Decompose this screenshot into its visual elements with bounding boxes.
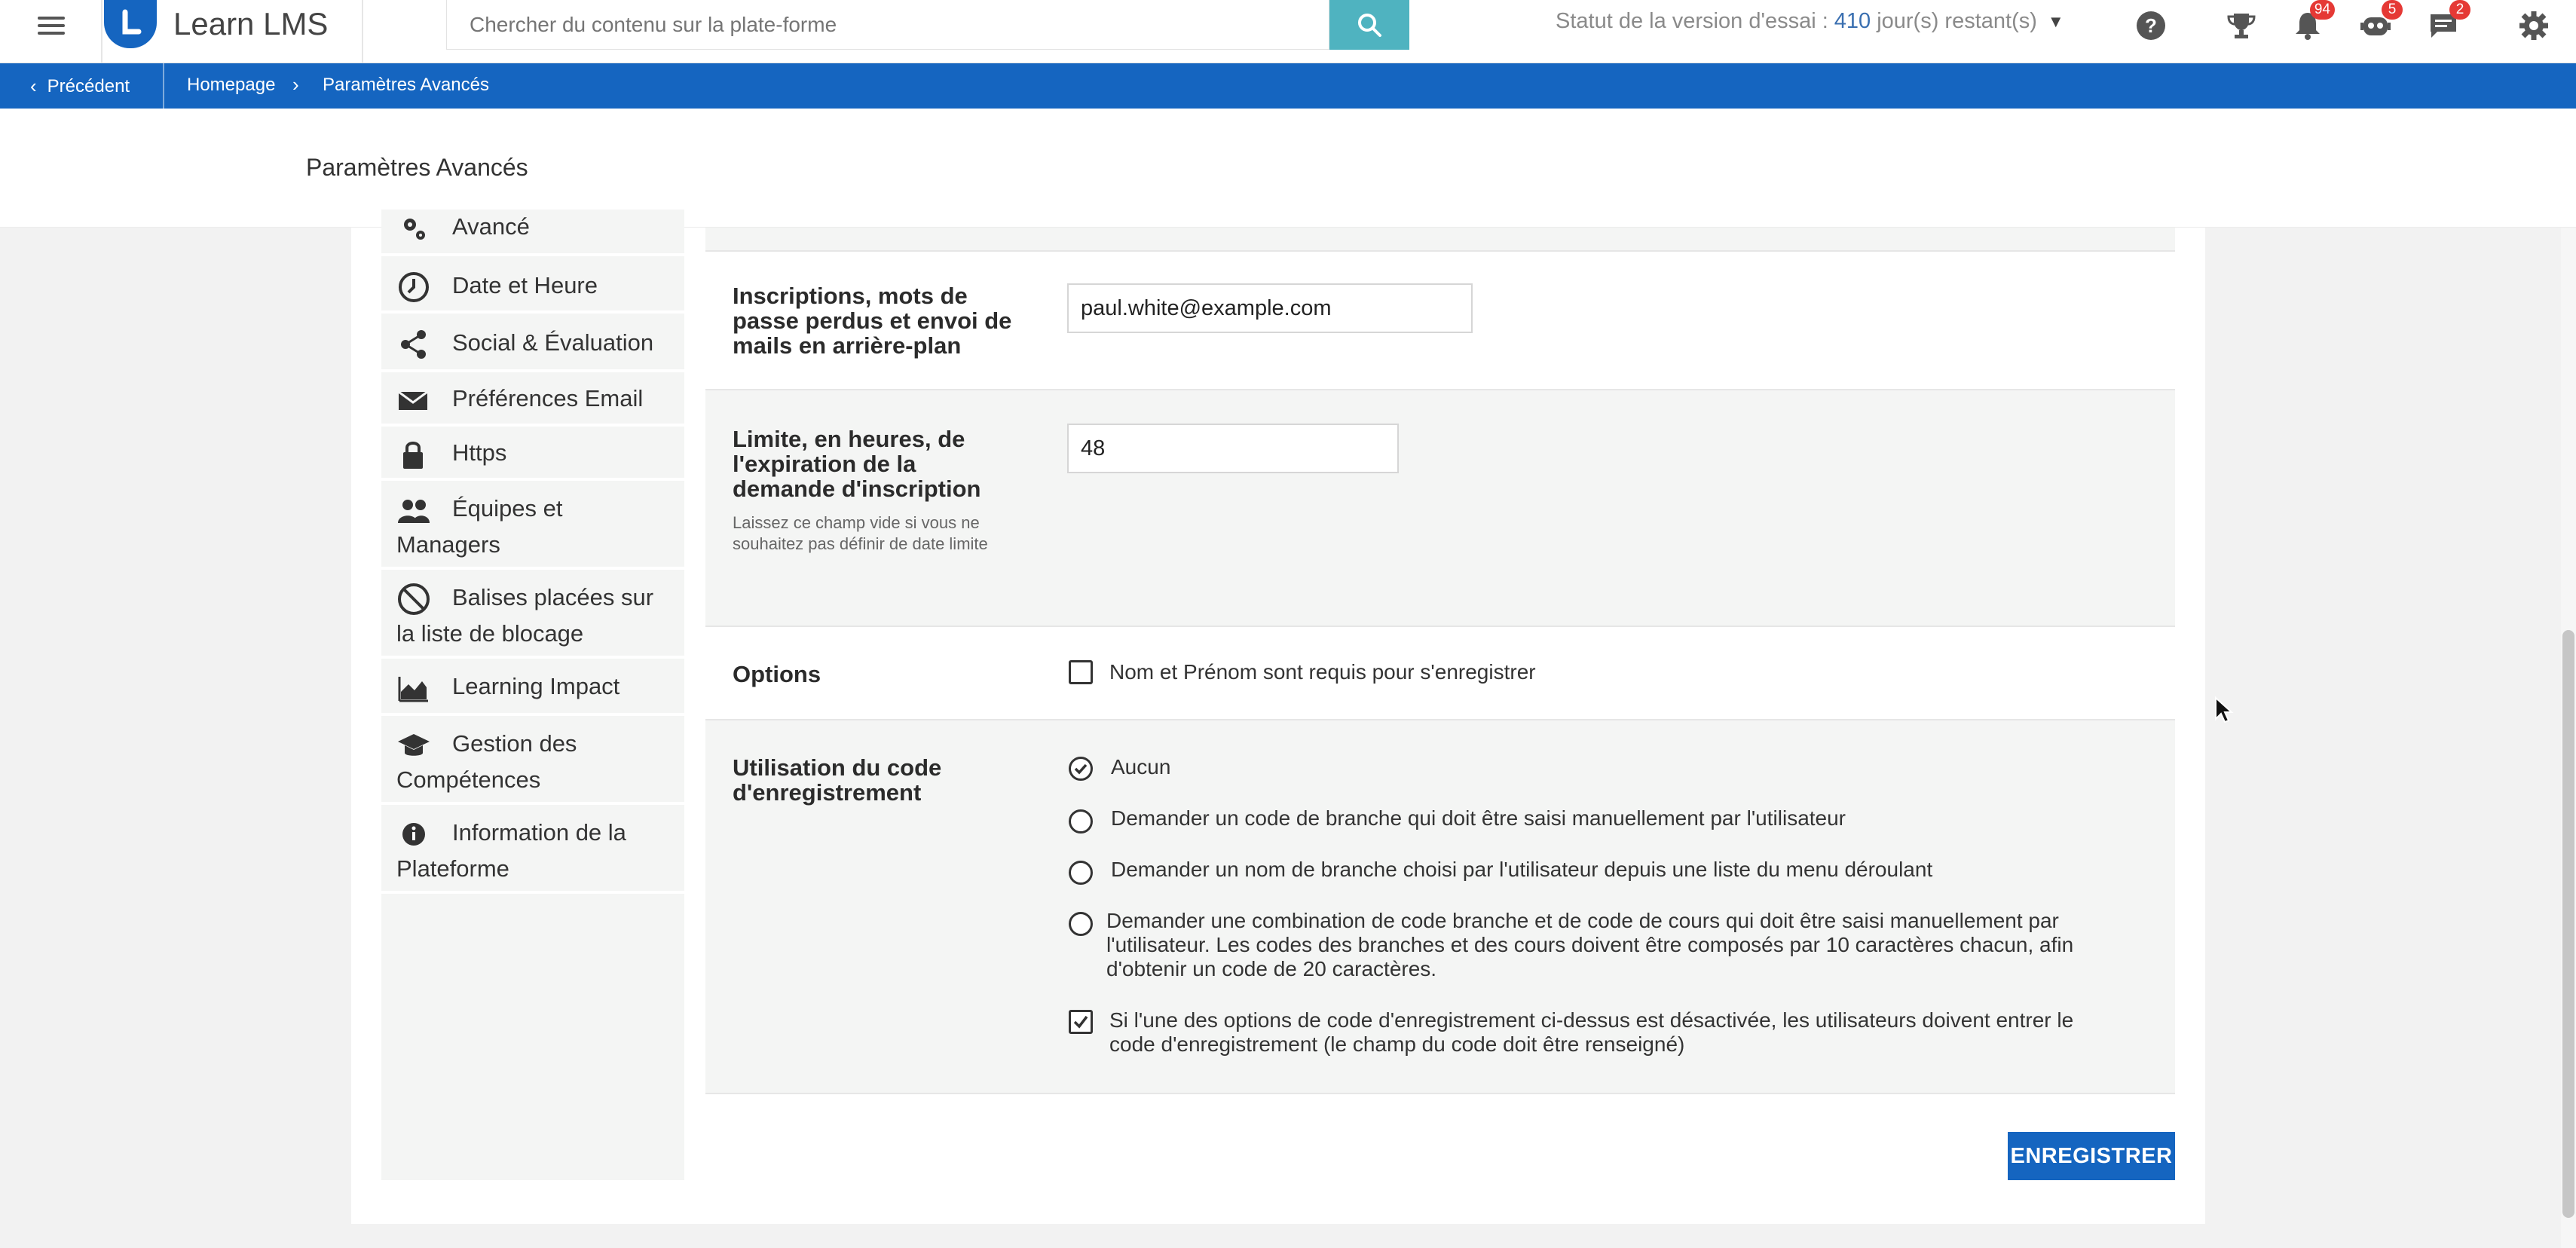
sidebar-item-https[interactable] bbox=[381, 427, 684, 481]
gear-icon[interactable] bbox=[2517, 9, 2550, 42]
expiry-help: Laissez ce champ vide si vous ne souhaitez pas définir de date limite bbox=[733, 513, 988, 553]
caret-down-icon: ▼ bbox=[2047, 11, 2064, 31]
notifications-badge: 94 bbox=[2310, 0, 2335, 20]
search-input[interactable] bbox=[446, 0, 1329, 50]
back-label: Précédent bbox=[47, 75, 130, 96]
sidebar-item-email-preferences[interactable] bbox=[381, 372, 684, 427]
email-field[interactable] bbox=[1067, 283, 1473, 333]
breadcrumb-current: Paramètres Avancés bbox=[323, 75, 490, 95]
form-row bbox=[705, 228, 2175, 252]
sidebar-item-label: Équipes et Managers bbox=[396, 495, 563, 558]
radio-none-label: Aucun bbox=[1111, 755, 1171, 778]
info-icon bbox=[396, 817, 431, 852]
sidebar-item-label: Social & Évaluation bbox=[452, 329, 654, 356]
bot-icon[interactable] bbox=[2359, 2, 2397, 42]
search-button[interactable] bbox=[1329, 0, 1409, 50]
sidebar-item-date-time[interactable] bbox=[381, 259, 684, 314]
page-title: Paramètres Avancés bbox=[306, 154, 528, 181]
chevron-left-icon: ‹ bbox=[30, 75, 37, 97]
breadcrumb bbox=[0, 63, 2576, 109]
expiry-hours-field[interactable] bbox=[1067, 424, 1399, 473]
sidebar-item-label: Information de la Plateforme bbox=[396, 819, 626, 882]
options-label: Options bbox=[733, 661, 821, 687]
app-name[interactable]: Learn LMS bbox=[173, 6, 329, 41]
messages-badge: 2 bbox=[2449, 0, 2470, 20]
sidebar-item-label: Https bbox=[452, 439, 507, 466]
trial-prefix: Statut de la version d'essai : bbox=[1556, 9, 1828, 33]
email-label: Inscriptions, mots de passe perdus et envoi de mails en arrière-plan bbox=[733, 283, 1012, 359]
radio-branch-code[interactable] bbox=[1069, 809, 1093, 834]
graduation-cap-icon bbox=[396, 728, 431, 763]
sidebar-item-learning-impact[interactable] bbox=[381, 659, 684, 716]
trial-status[interactable] bbox=[1556, 9, 2064, 34]
logo-icon[interactable] bbox=[104, 0, 157, 48]
trial-days: 410 bbox=[1834, 9, 1871, 33]
radio-branch-dropdown-label: Demander un nom de branche choisi par l'utilisateur depuis une liste du menu déroulant bbox=[1111, 858, 1933, 881]
bot-badge: 5 bbox=[2382, 0, 2403, 20]
sidebar-item-label: Date et Heure bbox=[452, 272, 598, 298]
expiry-label: Limite, en heures, de l'expiration de la demande d'inscription bbox=[733, 426, 981, 502]
lock-icon bbox=[396, 437, 431, 472]
name-required-label: Nom et Prénom sont requis pour s'enregistrer bbox=[1109, 660, 1536, 684]
sidebar-item-teams[interactable] bbox=[381, 481, 684, 570]
form-row-registration-code bbox=[705, 720, 2175, 1094]
sidebar-item-blocklist[interactable] bbox=[381, 570, 684, 659]
radio-branch-code-label: Demander un code de branche qui doit être saisi manuellement par l'utilisateur bbox=[1111, 806, 1846, 830]
sidebar-item-label: Préférences Email bbox=[452, 385, 644, 411]
users-icon bbox=[396, 493, 431, 528]
sidebar-item-social[interactable] bbox=[381, 314, 684, 372]
search-icon bbox=[1356, 11, 1383, 38]
chevron-right-icon: › bbox=[292, 73, 299, 96]
registration-code-label: Utilisation du code d'enregistrement bbox=[733, 754, 942, 806]
form-row-options bbox=[705, 627, 2175, 720]
save-button[interactable]: ENREGISTRER bbox=[2008, 1132, 2175, 1180]
back-button[interactable] bbox=[30, 75, 130, 98]
mouse-cursor-icon bbox=[2214, 696, 2234, 725]
radio-branch-dropdown[interactable] bbox=[1069, 861, 1093, 885]
menu-icon[interactable] bbox=[33, 12, 69, 48]
ban-icon bbox=[396, 582, 431, 616]
radio-branch-course-code[interactable] bbox=[1069, 912, 1093, 936]
mandatory-code-label: Si l'une des options de code d'enregistrement ci-dessus est désactivée, les utilisateurs doivent entrer le code d'enregistrement (le champ du code doit être renseigné) bbox=[1109, 1008, 2074, 1056]
sidebar-item-label: Avancé bbox=[452, 213, 530, 240]
settings-sidebar bbox=[381, 213, 684, 1180]
divider bbox=[362, 0, 363, 63]
trial-suffix: jour(s) restant(s) bbox=[1877, 9, 2037, 33]
area-chart-icon bbox=[396, 671, 431, 705]
sidebar-item-skills[interactable] bbox=[381, 716, 684, 805]
check-icon bbox=[1071, 759, 1091, 778]
envelope-icon bbox=[396, 383, 431, 418]
name-required-checkbox[interactable] bbox=[1069, 660, 1093, 684]
sidebar-item-platform-info[interactable] bbox=[381, 805, 684, 894]
help-icon[interactable] bbox=[2134, 9, 2168, 42]
form-row-expiry bbox=[705, 390, 2175, 627]
radio-branch-course-code-label: Demander une combination de code branche et de code de cours qui doit être saisi manuellement par l'utilisateur. Les codes des branches et des cours doivent être composés par 10 caractères chacun, afin d'obtenir un code de 20 caractères. bbox=[1106, 909, 2074, 980]
radio-none[interactable] bbox=[1069, 757, 1093, 781]
sidebar-item-label: Balises placées sur la liste de blocage bbox=[396, 584, 654, 647]
clock-icon bbox=[396, 270, 431, 304]
check-icon bbox=[1071, 1012, 1091, 1032]
trophy-icon[interactable] bbox=[2225, 9, 2258, 42]
sidebar-item-advanced[interactable] bbox=[381, 210, 684, 256]
bell-icon[interactable] bbox=[2291, 2, 2330, 42]
mandatory-code-checkbox[interactable] bbox=[1069, 1010, 1093, 1034]
svg-text:?: ? bbox=[2145, 14, 2157, 37]
top-bar bbox=[0, 0, 2576, 63]
divider bbox=[163, 63, 164, 109]
sidebar-item-label: Learning Impact bbox=[452, 673, 620, 699]
share-icon bbox=[396, 327, 431, 362]
scrollbar-thumb[interactable] bbox=[2562, 630, 2574, 1218]
divider bbox=[101, 0, 102, 63]
sidebar-item-label: Gestion des Compétences bbox=[396, 730, 577, 793]
form-row-email bbox=[705, 252, 2175, 390]
breadcrumb-home-link[interactable]: Homepage bbox=[187, 75, 276, 95]
chat-icon[interactable] bbox=[2427, 2, 2464, 42]
gears-icon bbox=[396, 211, 431, 246]
